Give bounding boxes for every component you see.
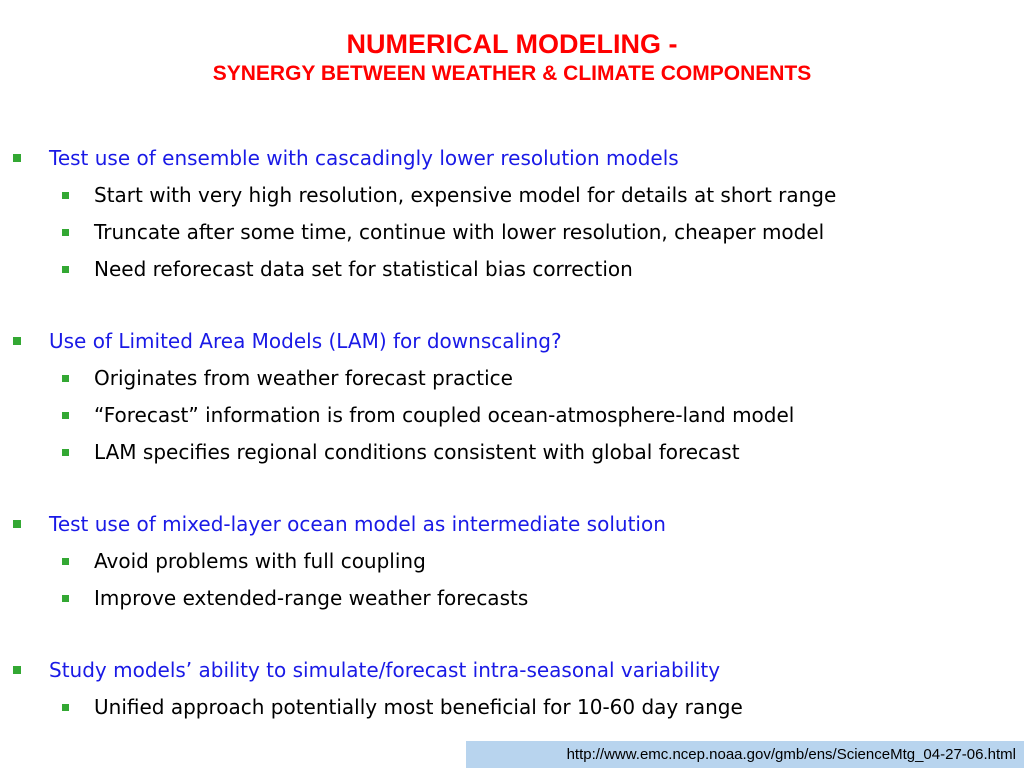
list-item-text: Truncate after some time, continue with lower resolution, cheaper model [94, 220, 825, 244]
square-bullet-icon [62, 266, 69, 273]
list-item-text: Improve extended-range weather forecasts [94, 586, 529, 610]
section-heading [0, 652, 1024, 689]
section-intra-seasonal [0, 652, 1024, 726]
square-bullet-icon [13, 666, 21, 674]
list-item-text: Start with very high resolution, expensive model for details at short range [94, 183, 837, 207]
title-line-1: NUMERICAL MODELING - [346, 29, 678, 59]
list-item [0, 397, 1024, 434]
list-item-text: Need reforecast data set for statistical bias correction [94, 257, 633, 281]
square-bullet-icon [62, 412, 69, 419]
section-heading [0, 506, 1024, 543]
footer-url-link[interactable]: http://www.emc.ncep.noaa.gov/gmb/ens/ScienceMtg_04-27-06.html [466, 741, 1024, 768]
list-item-text: LAM specifies regional conditions consistent with global forecast [94, 440, 740, 464]
bullet-list [0, 140, 1024, 761]
square-bullet-icon [62, 192, 69, 199]
section-heading [0, 140, 1024, 177]
section-ensemble [0, 140, 1024, 288]
square-bullet-icon [62, 229, 69, 236]
section-heading-text: Use of Limited Area Models (LAM) for downscaling? [49, 329, 562, 353]
list-item [0, 177, 1024, 214]
list-item-text: “Forecast” information is from coupled ocean-atmosphere-land model [94, 403, 795, 427]
square-bullet-icon [13, 337, 21, 345]
list-item [0, 689, 1024, 726]
list-item [0, 580, 1024, 617]
list-item [0, 543, 1024, 580]
square-bullet-icon [62, 704, 69, 711]
square-bullet-icon [62, 449, 69, 456]
section-mixed-layer-ocean [0, 506, 1024, 617]
section-heading [0, 323, 1024, 360]
square-bullet-icon [62, 375, 69, 382]
square-bullet-icon [62, 558, 69, 565]
square-bullet-icon [62, 595, 69, 602]
slide-title [0, 28, 1024, 88]
list-item-text: Unified approach potentially most beneficial for 10-60 day range [94, 695, 743, 719]
square-bullet-icon [13, 154, 21, 162]
list-item [0, 251, 1024, 288]
list-item [0, 434, 1024, 471]
section-lam [0, 323, 1024, 471]
section-heading-text: Study models’ ability to simulate/forecast intra-seasonal variability [49, 658, 721, 682]
section-heading-text: Test use of ensemble with cascadingly lower resolution models [49, 146, 679, 170]
title-line-2: SYNERGY BETWEEN WEATHER & CLIMATE COMPONENTS [212, 62, 812, 85]
list-item [0, 214, 1024, 251]
section-heading-text: Test use of mixed-layer ocean model as intermediate solution [49, 512, 666, 536]
square-bullet-icon [13, 520, 21, 528]
list-item-text: Originates from weather forecast practice [94, 366, 513, 390]
list-item [0, 360, 1024, 397]
list-item-text: Avoid problems with full coupling [94, 549, 426, 573]
